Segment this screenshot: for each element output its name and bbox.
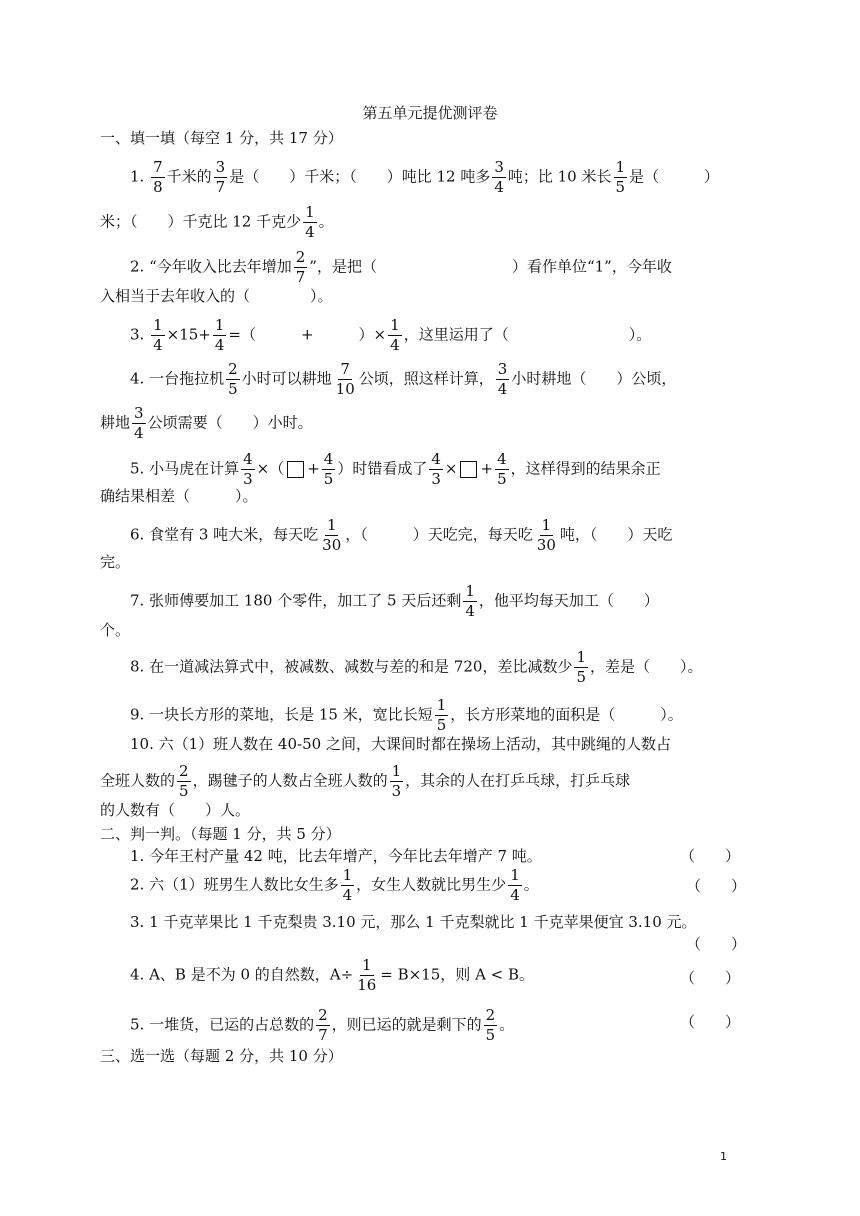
fraction-1-5: $\frac{1}{5}$ xyxy=(615,158,626,196)
fraction-2-5: $\frac{2}{5}$ xyxy=(228,360,238,398)
question-10-line-3: 的人数有（ ）人。 xyxy=(100,801,251,819)
fraction-3-4: $\frac{3}{4}$ xyxy=(134,404,144,442)
fraction-2-7: $\frac{2}{7}$ xyxy=(318,1006,328,1044)
judge-5-answer: （ ） xyxy=(680,1013,741,1031)
fraction-1-4: $\frac{1}{4}$ xyxy=(305,203,315,241)
blank-box xyxy=(460,461,477,478)
question-3: 3. $\frac{1}{4}$ ×15+ $\frac{1}{4}$ =（ + ）× $\frac{1}{4}$ ，这里运用了（ ）。 xyxy=(130,316,652,354)
fraction-2-7: $\frac{2}{7}$ xyxy=(295,248,306,286)
question-7-line-1: 7. 张师傅要加工 180 个零件，加工了 5 天后还剩 $\frac{1}{4}$ ，他平均每天加工（ ） xyxy=(130,582,659,620)
fraction-1-4: $\frac{1}{4}$ xyxy=(342,866,353,904)
page-title: 第五单元提优测评卷 xyxy=(362,104,498,122)
judge-3: 3. 1 千克苹果比 1 千克梨贵 3.10 元，那么 1 千克梨就比 1 千克苹果便宜 3.10 元。 xyxy=(130,913,697,931)
fraction-7-10: $\frac{7}{10}$ xyxy=(335,360,355,398)
question-7-line-2: 个。 xyxy=(100,621,131,639)
fraction-1-4: $\frac{1}{4}$ xyxy=(390,316,400,354)
fraction-4-5: $\frac{4}{5}$ xyxy=(497,450,507,488)
judge-2-answer: （ ） xyxy=(686,877,747,895)
page-number: 1 xyxy=(720,1150,727,1163)
question-9: 9. 一块长方形的菜地，长是 15 米，宽比长短 $\frac{1}{5}$ ，长方形菜地的面积是（ ）。 xyxy=(130,696,683,734)
judge-4: 4. A、B 是不为 0 的自然数，A÷ $\frac{1}{16}$ = B×15，则 A < B。 xyxy=(130,956,535,994)
question-6-line-2: 完。 xyxy=(100,553,131,571)
fraction-1-30: $\frac{1}{30}$ xyxy=(322,516,342,554)
question-10-line-2: 全班人数的 $\frac{2}{5}$ ，踢毽子的人数占全班人数的 $\frac{1}{3}$ ，其余的人在打乒乓球，打乒乓球 xyxy=(100,762,631,800)
fraction-3-4: $\frac{3}{4}$ xyxy=(497,360,508,398)
fraction-2-5: $\frac{2}{5}$ xyxy=(485,1006,496,1044)
fraction-7-8: $\frac{7}{8}$ xyxy=(153,158,163,196)
fraction-2-5: $\frac{2}{5}$ xyxy=(179,762,189,800)
judge-2: 2. 六（1）班男生人数比女生多 $\frac{1}{4}$ ，女生人数就比男生少 $\frac{1}{4}$ 。 xyxy=(130,866,539,904)
fraction-4-5: $\frac{4}{5}$ xyxy=(323,450,334,488)
question-1-line-2: 米；（ ）千克比 12 千克少 $\frac{1}{4}$ 。 xyxy=(100,203,334,241)
fraction-1-4: $\frac{1}{4}$ xyxy=(510,866,520,904)
question-8: 8. 在一道减法算式中，被减数、减数与差的和是 720，差比减数少 $\frac{1}{5}$ ，差是（ ）。 xyxy=(130,648,703,686)
question-2-line-1: 2. “今年收入比去年增加 $\frac{2}{7}$ ”，是把（ ）看作单位“1”，今年收 xyxy=(130,248,672,286)
judge-1-answer: （ ） xyxy=(680,847,741,865)
question-2-line-2: 入相当于去年收入的（ ）。 xyxy=(100,287,333,305)
fraction-1-30: $\frac{1}{30}$ xyxy=(536,516,556,554)
question-4-line-1: 4. 一台拖拉机 $\frac{2}{5}$ 小时可以耕地 $\frac{7}{10}$ 公顷，照这样计算， $\frac{3}{4}$ 小时耕地（ ）公顷， xyxy=(130,360,677,398)
fraction-1-4: $\frac{1}{4}$ xyxy=(214,316,225,354)
section-1-heading: 一、填一填（每空 1 分，共 17 分） xyxy=(100,129,343,147)
judge-1: 1. 今年王村产量 42 吨，比去年增产，今年比去年增产 7 吨。 xyxy=(130,847,542,865)
blank-box xyxy=(287,461,304,478)
fraction-1-16: $\frac{1}{16}$ xyxy=(357,956,377,994)
fraction-1-4: $\frac{1}{4}$ xyxy=(465,582,475,620)
judge-4-answer: （ ） xyxy=(680,969,741,987)
judge-3-answer: （ ） xyxy=(686,935,747,953)
section-3-heading: 三、选一选（每题 2 分，共 10 分） xyxy=(100,1047,343,1065)
fraction-1-4: $\frac{1}{4}$ xyxy=(153,316,163,354)
question-5-line-1: 5. 小马虎在计算 $\frac{4}{3}$ ×（ + $\frac{4}{5}$ ）时错看成了 $\frac{4}{3}$ × + $\frac{4}{5}$ ，这样得到的结果余正 xyxy=(130,450,661,488)
fraction-1-3: $\frac{1}{3}$ xyxy=(391,762,402,800)
question-1-line-1: 1. $\frac{7}{8}$ 千米的 $\frac{3}{7}$ 是（ ）千米；（ ）吨比 12 吨多 $\frac{3}{4}$ 吨；比 10 米长 $\frac{1}{5}$ 是（ ） xyxy=(130,158,720,196)
judge-5: 5. 一堆货，已运的占总数的 $\frac{2}{7}$ ，则已运的就是剩下的 $\frac{2}{5}$ 。 xyxy=(130,1006,515,1044)
question-4-line-2: 耕地 $\frac{3}{4}$ 公顷需要（ ）小时。 xyxy=(100,404,313,442)
question-6-line-1: 6. 食堂有 3 吨大米，每天吃 $\frac{1}{30}$ ，（ ）天吃完，每天吃 $\frac{1}{30}$ 吨，（ ）天吃 xyxy=(130,516,673,554)
question-10-line-1: 10. 六（1）班人数在 40-50 之间，大课间时都在操场上活动，其中跳绳的人数占 xyxy=(130,735,671,753)
question-5-line-2: 确结果相差（ ）。 xyxy=(100,487,258,505)
fraction-4-3: $\frac{4}{3}$ xyxy=(243,450,253,488)
fraction-4-3: $\frac{4}{3}$ xyxy=(431,450,441,488)
fraction-3-7: $\frac{3}{7}$ xyxy=(215,158,226,196)
fraction-1-5: $\frac{1}{5}$ xyxy=(436,696,447,734)
section-2-heading: 二、判一判。（每题 1 分，共 5 分） xyxy=(100,825,341,843)
fraction-3-4: $\frac{3}{4}$ xyxy=(494,158,504,196)
fraction-1-5: $\frac{1}{5}$ xyxy=(576,648,587,686)
